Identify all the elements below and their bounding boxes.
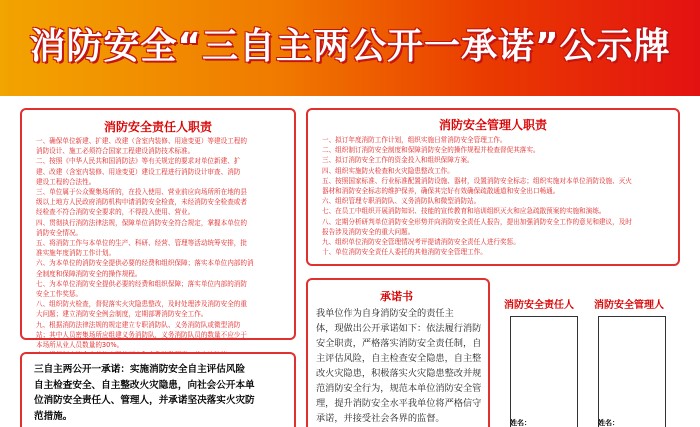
responsible-duty-line: 消防设计、施工必须符合国家工程建设消防技术标准。 <box>36 147 195 156</box>
responsible-duty-line: 三、单位属于公众聚集场所的，在投入使用、营业前应向场所所在地的县 <box>36 188 247 197</box>
pledge-line: 安全职责，严格落实消防安全责任制，自 <box>316 338 482 349</box>
manager-photo-label: 消防安全管理人 <box>594 300 664 311</box>
manager-duties-panel <box>306 108 680 266</box>
manager-name-label: 姓名： <box>598 419 619 427</box>
commitment-line: 自主检查安全、自主整改火灾隐患，向社会公开本单 <box>34 379 255 391</box>
pledge-line: 主评估风险，自主检查安全隐患，自主整 <box>316 353 482 364</box>
commitment-line: 范措施。 <box>34 410 73 422</box>
pledge-line: 改火灾隐患，积极落实火灾隐患整改并规 <box>316 368 482 379</box>
responsible-duty-line: 五、将消防工作与本单位的生产、科研、经营、管理等活动统筹安排，批 <box>36 239 247 248</box>
responsible-duty-line: 一、确保单位新建、扩建、改建（含室内装修、用途变更）等建设工程的 <box>36 137 247 145</box>
responsible-duty-line: 建设工程的合法性。 <box>36 177 96 186</box>
responsible-duty-line: 七、为本单位消防安全提供必要的经费和组织保障；落实单位内部的消防 <box>36 279 247 288</box>
manager-duty-line: 二、组织制订消防安全制度和保障消防安全的操作规程并检查督促其落实。 <box>322 146 540 155</box>
pledge-heading: 承诺书 <box>380 290 413 303</box>
responsible-duty-line: 建、改建（含室内装修、用途变更）建设工程进行消防设计审查、消防 <box>36 167 241 176</box>
responsible-duties-heading: 消防安全责任人职责 <box>103 120 212 134</box>
pledge-line: 理，提升消防安全水平我单位将严格信守 <box>316 398 482 409</box>
manager-duties-heading: 消防安全管理人职责 <box>438 118 547 132</box>
responsible-duty-line: 六、为本单位的消防安全提供必要的经费和组织保障；落实本单位内部的消 <box>36 259 254 268</box>
board-title: 消防安全“三自主两公开一承诺”公示牌 <box>29 26 671 67</box>
manager-duty-line: 器材和消防安全标志的维护保养，确保其完好有效确保疏散通道和安全出口畅通。 <box>322 187 560 196</box>
responsible-duty-line: 级以上地方人民政府消防机构申请消防安全检查，未经消防安全检查或者 <box>36 198 247 207</box>
responsible-duty-line: 四、贯彻执行消防法律法规，保障单位消防安全符合规定，掌握本单位的 <box>36 218 247 227</box>
responsible-duty-line: 九、根据消防法律法规的规定建立专职消防队、义务消防队或微型消防 <box>36 320 241 329</box>
responsible-duty-line: 本场所从业人员数量的30%。 <box>36 341 124 350</box>
pledge-line: 范消防安全行为，规范本单位消防安全管 <box>316 383 482 394</box>
manager-duty-line: 十、单位消防安全责任人委托的其他消防安全管理工作。 <box>322 248 487 257</box>
responsible-duty-line: 安全工作奖惩。 <box>36 290 83 299</box>
manager-duty-line: 四、组织实施防火检查和火灾隐患整改工作。 <box>322 166 454 175</box>
manager-photo-frame <box>598 316 666 427</box>
pledge-panel <box>306 278 490 427</box>
manager-duty-line: 七、在员工中组织开展消防知识、技能的宣传教育和培训组织灭火和应急疏散预案的实施和演练。 <box>322 207 606 216</box>
pledge-text <box>316 306 481 426</box>
responsible-duty-line: 站；其中人员密集场所应组建义务消防队，义务消防队员的数量不应少于 <box>36 330 247 339</box>
responsible-photo-label: 消防安全责任人 <box>504 300 574 311</box>
responsible-duty-line: 消防安全情况。 <box>36 228 83 237</box>
commitment-line: 位消防安全责任人、管理人，并承诺坚决落实火灾防 <box>34 395 255 406</box>
responsible-duty-line: 全制度和保障消防安全的操作规程。 <box>36 269 142 278</box>
responsible-duties-list <box>36 136 284 360</box>
responsible-duty-line: 大问题；建立消防安全例会制度，定期部署消防安全工作。 <box>36 310 208 319</box>
manager-duties-list <box>322 135 668 257</box>
responsible-duty-line: 准实施年度消防工作计划。 <box>36 249 116 258</box>
pledge-line: 承诺，并接受社会各界的监督。 <box>316 413 445 424</box>
manager-duty-line: 六、组织管理专职消防队、义务消防队和微型消防站。 <box>322 197 481 206</box>
responsible-duty-line: 经检查不符合消防安全要求的，不得投入使用、营业。 <box>36 208 195 217</box>
manager-duty-line: 三、拟订消防安全工作的资金投入和组织保障方案。 <box>322 156 474 165</box>
manager-duty-line: 五、按照国家标准、行业标准配置消防设施、器材，设置消防安全标志；组织实施对本单位消防设施、灭火 <box>322 176 632 185</box>
commitment-text <box>34 362 255 424</box>
responsible-name-label: 姓名： <box>510 419 531 427</box>
responsible-photo-frame <box>510 316 578 427</box>
pledge-line: 我单位作为自身消防安全的责任主 <box>316 308 454 319</box>
responsible-duties-panel <box>20 108 296 350</box>
manager-duty-line: 九、组织单位消防安全管理情况考评提请消防安全责任人进行奖惩。 <box>322 238 520 247</box>
header-banner <box>0 0 700 96</box>
pledge-line: 体，现做出公开承诺如下：依法履行消防 <box>316 323 482 334</box>
responsible-duty-line: 二、按照《中华人民共和国消防法》等有关规定的要求对单位新建、扩 <box>36 157 241 166</box>
commitment-panel <box>20 352 296 427</box>
commitment-line: 三自主两公开一承诺：实施消防安全自主评估风险 <box>34 364 246 375</box>
manager-duty-line: 一、拟订年度消防工作计划，组织实施日常消防安全管理工作。 <box>322 136 507 144</box>
manager-duty-line: 报告涉及消防安全的重大问题。 <box>322 227 415 236</box>
manager-duty-line: 八、定期分析研判单位消防安全形势并向消防安全责任人报告，提出加强消防安全工作的意见和建议，及时 <box>322 217 632 226</box>
responsible-duty-line: 八、组织防火检查，督促落实火灾隐患整改，及时处理涉及消防安全的重 <box>36 300 247 309</box>
